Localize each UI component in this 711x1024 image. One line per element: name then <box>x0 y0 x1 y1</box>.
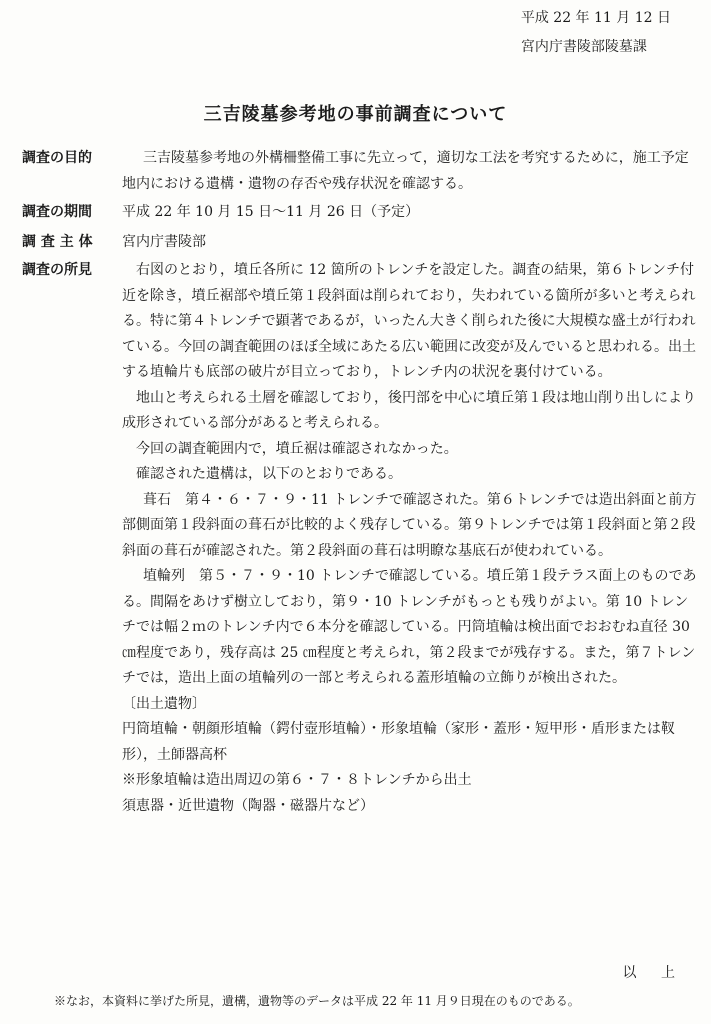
header-date: 平成 22 年 11 月 12 日 <box>520 10 671 26</box>
artifacts-item: 須恵器・近世遺物（陶器・磁器片など） <box>122 797 374 814</box>
findings-paragraph-haniwa: 埴輪列 第５・７・９・10 トレンチで確認している。墳丘第１段テラス面上のものである。間隔をあけず樹立しており，第９・10 トレンチがもっとも残りがよい。第 10 トレンチでは幅２ｍのトレンチ内で６本分を確認している。円筒埴輪は検出面でおおむね直径 30 ㎝程度であり，残存高は 25 ㎝程度と考えられ，第２段までが残存する。また，第７トレンチでは，造出上面の埴輪列の一部と考えられる蓋形埴輪の立飾りが検出された。 <box>122 568 697 686</box>
page-title: 三吉陵墓参考地の事前調査について <box>203 104 508 125</box>
section-purpose-body <box>122 146 702 197</box>
section-purpose-text: 三吉陵墓参考地の外構柵整備工事に先立って，適切な工法を考究するために，施工予定地内における遺構・遺物の存否や残存状況を確認する。 <box>122 150 689 192</box>
section-period-label: 調査の期間 <box>22 204 92 220</box>
section-findings-body <box>122 258 702 819</box>
artifacts-item: 円筒埴輪・朝顔形埴輪（鍔付壺形埴輪）・形象埴輪（家形・蓋形・短甲形・盾形または靫形），土師器高杯 <box>122 721 675 763</box>
section-body-text: 宮内庁書陵部 <box>122 234 206 250</box>
section-purpose-label: 調査の目的 <box>22 150 92 166</box>
footnote: ※なお，本資料に挙げた所見，遺構，遺物等のデータは平成 22 年 11 月９日現在のものである。 <box>54 994 580 1008</box>
header <box>521 4 671 62</box>
section-period-body <box>122 200 702 226</box>
findings-paragraph: 右図のとおり，墳丘各所に 12 箇所のトレンチを設定した。調査の結果，第６トレンチ付近を除き，墳丘裾部や墳丘第１段斜面は削られており，失われている箇所が多いと考えられる。特に第４トレンチで顕著であるが，いったん大きく削られた後に大規模な盛土が行われている。今回の調査範囲のほぼ全域にあたる広い範囲に改変が及んでいると思われる。出土する埴輪片も底部の破片が目立っており，トレンチ内の状況を裏付けている。 <box>122 262 696 380</box>
closing: 以 上 <box>622 965 685 981</box>
artifacts-heading: 〔出土遺物〕 <box>122 695 206 712</box>
findings-paragraph: 地山と考えられる土層を確認しており，後円部を中心に墳丘第１段は地山削り出しにより成形されている部分があると考えられる。 <box>122 389 696 431</box>
findings-paragraph: 確認された遺構は，以下のとおりである。 <box>136 466 402 482</box>
findings-paragraph: 今回の調査範囲内で，墳丘裾は確認されなかった。 <box>136 440 458 457</box>
header-department: 宮内庁書陵部陵墓課 <box>520 39 647 55</box>
artifacts-item: ※形象埴輪は造出周辺の第６・７・８トレンチから出土 <box>122 772 472 788</box>
findings-paragraph-fukiishi: 葺石 第４・６・７・９・11 トレンチで確認された。第６トレンチでは造出斜面と前方部側面第１段斜面の葺石が比較的よく残存している。第９トレンチでは第１段斜面と第２段斜面の葺石が確認された。第２段斜面の葺石は明瞭な基底石が使われている。 <box>122 491 697 559</box>
section-body-label: 調 査 主 体 <box>22 234 93 250</box>
section-period-text: 平成 22 年 10 月 15 日〜11 月 26 日（予定） <box>122 204 420 220</box>
section-findings-label: 調査の所見 <box>22 262 92 278</box>
section-body-body <box>122 230 702 256</box>
